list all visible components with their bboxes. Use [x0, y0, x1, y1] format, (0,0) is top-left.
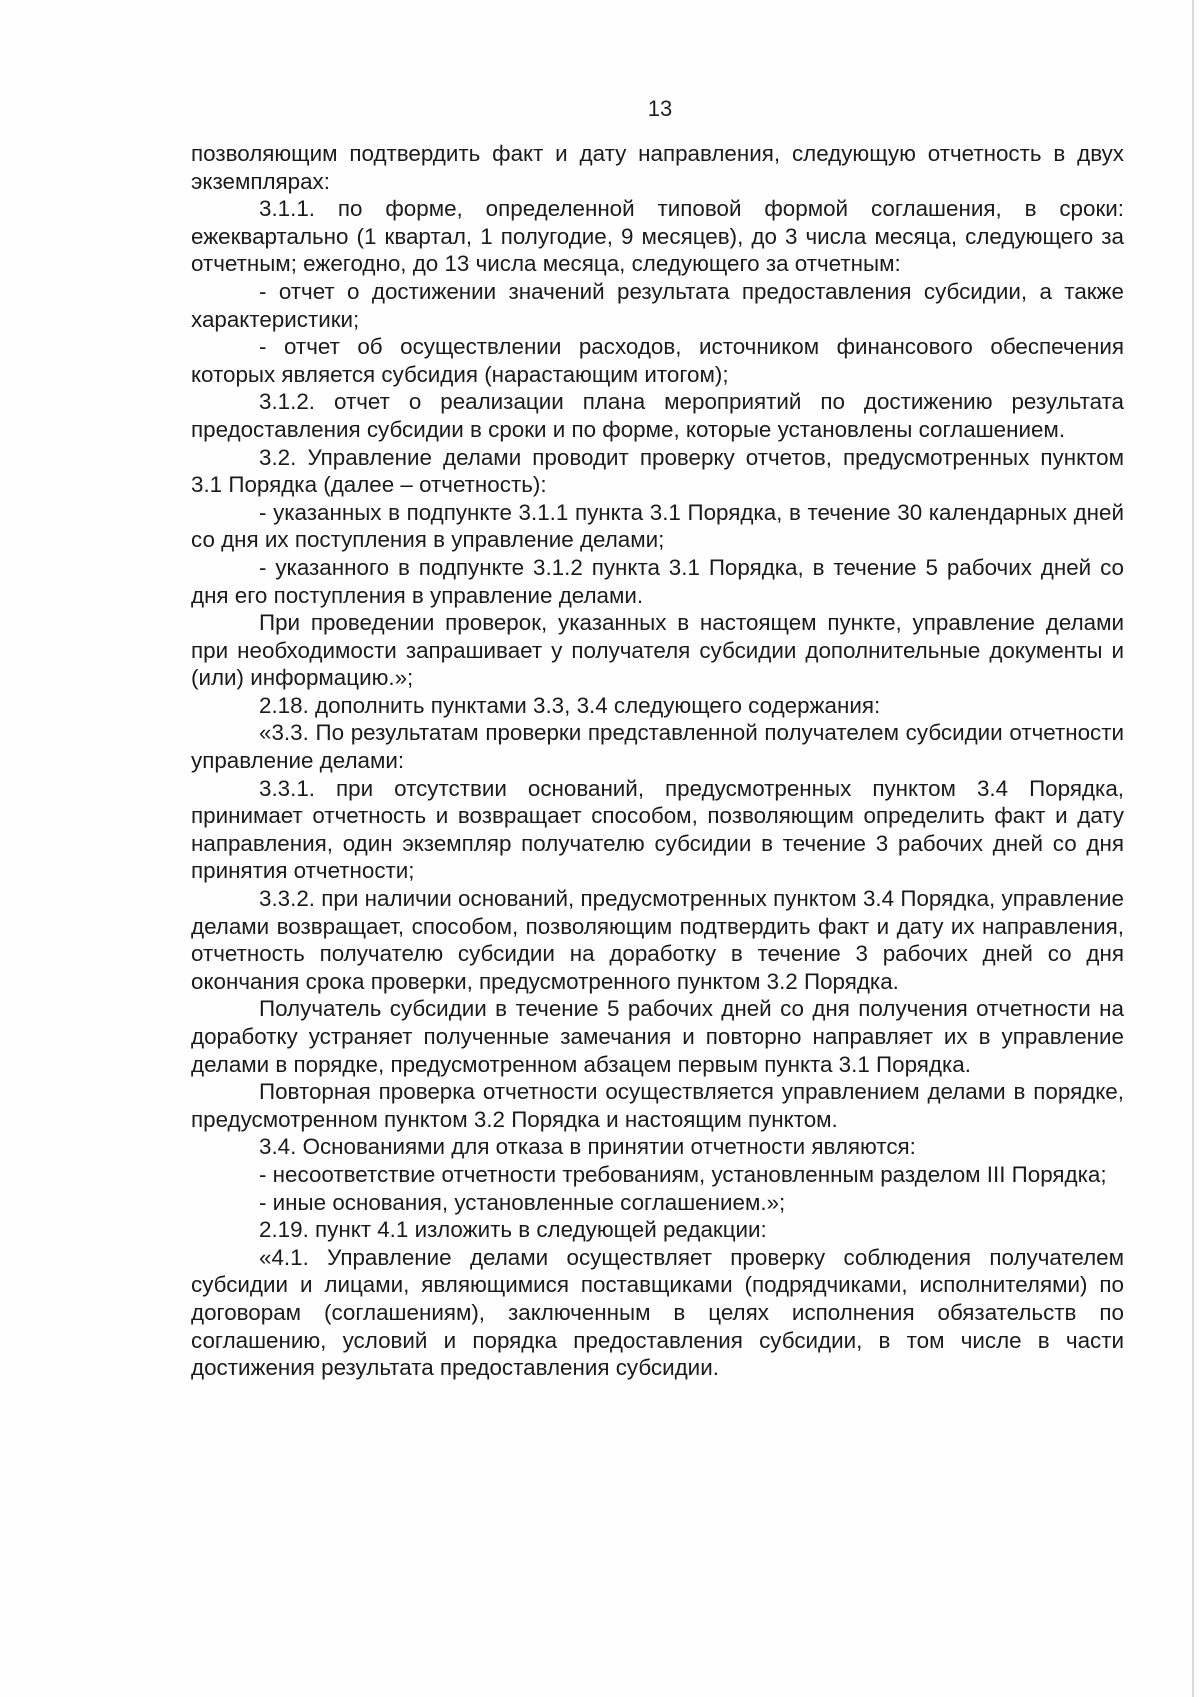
paragraph: - отчет о достижении значений результата предоставления субсидии, а также характеристики; — [191, 278, 1124, 332]
paragraph: - несоответствие отчетности требованиям, установленным разделом III Порядка; — [259, 1161, 1107, 1187]
paragraph: 2.19. пункт 4.1 изложить в следующей редакции: — [259, 1217, 767, 1243]
paragraph: 2.18. дополнить пунктами 3.3, 3.4 следующего содержания: — [259, 692, 881, 718]
document-body — [191, 140, 1124, 1382]
paragraph: - отчет об осуществлении расходов, источником финансового обеспечения которых является субсидия (нарастающим итогом); — [191, 334, 1124, 387]
paragraph: Повторная проверка отчетности осуществляется управлением делами в порядке, предусмотренном пунктом 3.2 Порядка и настоящим пунктом. — [191, 1079, 1124, 1132]
paragraph: 3.4. Основаниями для отказа в принятии отчетности являются: — [259, 1134, 916, 1160]
paragraph: При проведении проверок, указанных в настоящем пункте, управление делами при необходимости запрашивает у получателя субсидии дополнительные документы и (или) информацию.»; — [191, 610, 1124, 691]
paragraph: «4.1. Управление делами осуществляет проверку соблюдения получателем субсидии и лицами, являющимися поставщиками (подрядчиками, исполнителями) по договорам (соглашениям), заключенным в целях исполнения обязательств по соглашению, условий и порядка предоставления субсидии, в том числе в части достижения результата предоставления субсидии. — [191, 1244, 1124, 1381]
paragraph: - указанных в подпункте 3.1.1 пункта 3.1 Порядка, в течение 30 календарных дней со дня их поступления в управление делами; — [191, 499, 1124, 553]
paragraph: позволяющим подтвердить факт и дату направления, следующую отчетность в двух экземплярах: — [191, 141, 1124, 194]
page-number: 13 — [647, 96, 673, 121]
page-edge — [1192, 0, 1194, 1697]
paragraph: 3.3.2. при наличии оснований, предусмотренных пунктом 3.4 Порядка, управление делами возвращает, способом, позволяющим подтвердить факт и дату их направления, отчетность получателю субсидии на доработку в течение 3 рабочих дней со дня окончания срока проверки, предусмотренного пунктом 3.2 Порядка. — [191, 886, 1124, 994]
paragraph: «3.3. По результатам проверки представленной получателем субсидии отчетности управление делами: — [191, 720, 1124, 774]
paragraph: - указанного в подпункте 3.1.2 пункта 3.1 Порядка, в течение 5 рабочих дней со дня его поступления в управление делами. — [191, 554, 1124, 608]
paragraph: 3.1.1. по форме, определенной типовой формой соглашения, в сроки: ежеквартально (1 квартал, 1 полугодие, 9 месяцев), до 3 числа месяца, следующего за отчетным; ежегодно, до 13 числа месяца, следующего за отчетным: — [191, 196, 1124, 277]
paragraph: 3.1.2. отчет о реализации плана мероприятий по достижению результата предоставления субсидии в сроки и по форме, которые установлены соглашением. — [191, 389, 1124, 442]
paragraph: 3.2. Управление делами проводит проверку отчетов, предусмотренных пунктом 3.1 Порядка (далее – отчетность): — [191, 444, 1124, 498]
paragraph: Получатель субсидии в течение 5 рабочих дней со дня получения отчетности на доработку устраняет полученные замечания и повторно направляет их в управление делами в порядке, предусмотренном абзацем первым пункта 3.1 Порядка. — [191, 996, 1124, 1077]
paragraph: 3.3.1. при отсутствии оснований, предусмотренных пунктом 3.4 Порядка, принимает отчетность и возвращает способом, позволяющим определить факт и дату направления, один экземпляр получателю субсидии в течение 3 рабочих дней со дня принятия отчетности; — [191, 775, 1124, 884]
paragraph: - иные основания, установленные соглашением.»; — [259, 1189, 786, 1215]
